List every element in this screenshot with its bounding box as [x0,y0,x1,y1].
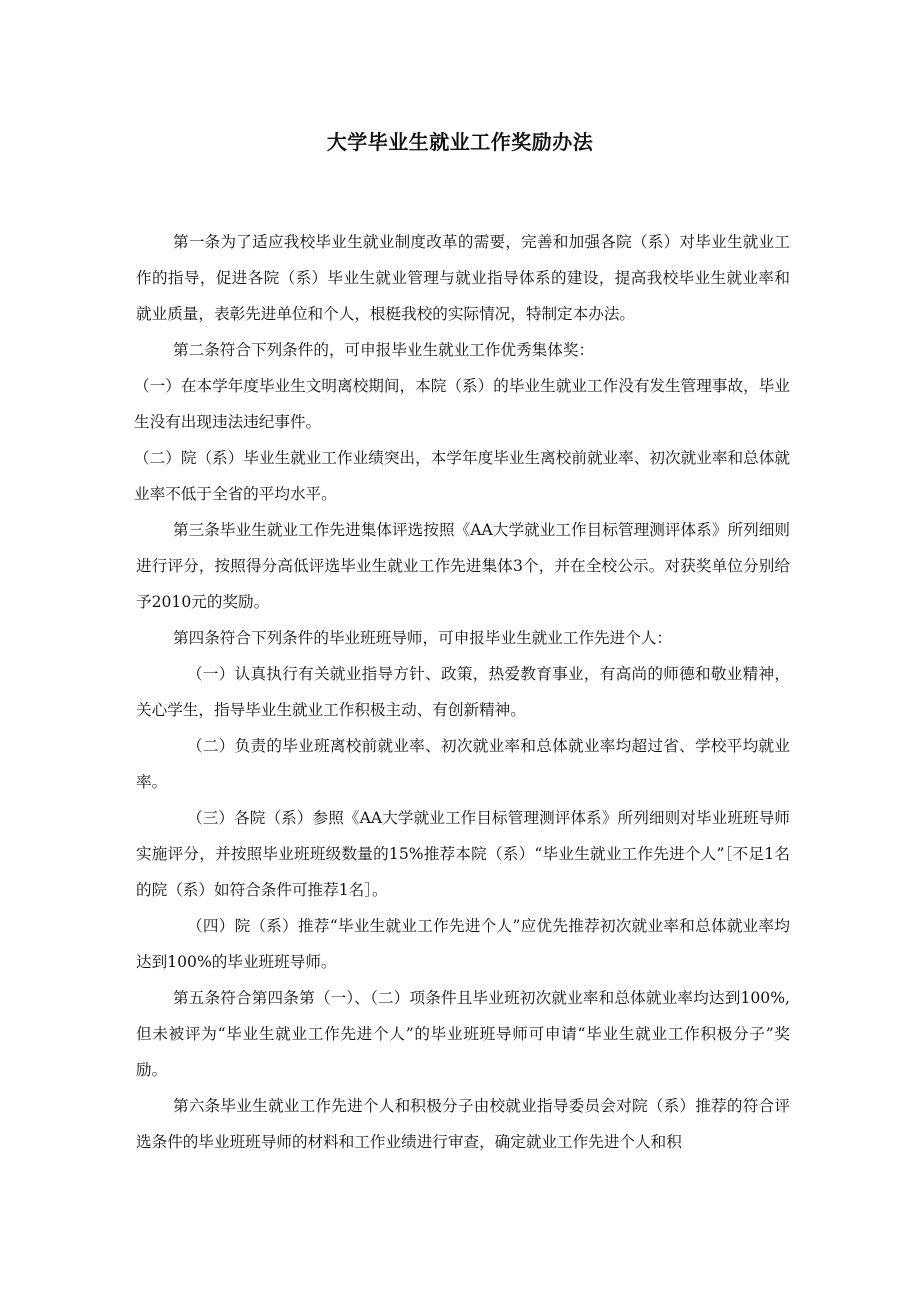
article-5-paragraph: 第五条符合第四条第（一）、（二）项条件且毕业班初次就业率和总体就业率均达到100%,但未被评为“毕业生就业工作先进个人”的毕业班班导师可申请“毕业生就业工作积极分子”奖励。 [136,989,790,1079]
document-body [136,224,790,1160]
article-4-item-4: （四）院（系）推荐“毕业生就业工作先进个人”应优先推荐初次就业率和总体就业率均达到100%的毕业班班导师。 [136,917,790,971]
article-4-item-3: （三）各院（系）参照《AA大学就业工作目标管理测评体系》所列细则对毕业班班导师实施评分，并按照毕业班班级数量的15%推荐本院（系）“毕业生就业工作先进个人”［不足1名的院（系）如符合条件可推荐1名］。 [136,809,790,899]
article-2-item-1: （一）在本学年度毕业生文明离校期间，本院（系）的毕业生就业工作没有发生管理事故，毕业生没有出现违法违纪事件。 [134,377,790,431]
article-4-item-2: （二）负责的毕业班离校前就业率、初次就业率和总体就业率均超过省、学校平均就业率。 [136,737,790,791]
article-2-paragraph: 第二条符合下列条件的，可申报毕业生就业工作优秀集体奖： [173,341,595,359]
article-3-paragraph: 第三条毕业生就业工作先进集体评选按照《AA大学就业工作目标管理测评体系》所列细则进行评分，按照得分高低评选毕业生就业工作先进集体3个，并在全校公示。对获奖单位分别给予2010元的奖励。 [136,521,790,611]
article-4-item-1: （一）认真执行有关就业指导方针、政策，热爱教育事业，有高尚的师德和敬业精神，关心学生，指导毕业生就业工作积极主动、有创新精神。 [136,665,790,719]
document-title: 大学毕业生就业工作奖励办法 [326,130,594,154]
article-6-paragraph: 第六条毕业生就业工作先进个人和积极分子由校就业指导委员会对院（系）推荐的符合评选条件的毕业班班导师的材料和工作业绩进行审查，确定就业工作先进个人和积 [136,1097,790,1151]
article-1-paragraph: 第一条为了适应我校毕业生就业制度改革的需要，完善和加强各院（系）对毕业生就业工作的指导，促进各院（系）毕业生就业管理与就业指导体系的建设，提高我校毕业生就业率和就业质量，表彰先进单位和个人，根梃我校的实际情况，特制定本办法。 [136,233,790,323]
article-4-paragraph: 第四条符合下列条件的毕业班班导师，可申报毕业生就业工作先进个人： [173,629,673,647]
article-2-item-2: （二）院（系）毕业生就业工作业绩突出，本学年度毕业生离校前就业率、初次就业率和总体就业率不低于全省的平均水平。 [134,449,790,503]
